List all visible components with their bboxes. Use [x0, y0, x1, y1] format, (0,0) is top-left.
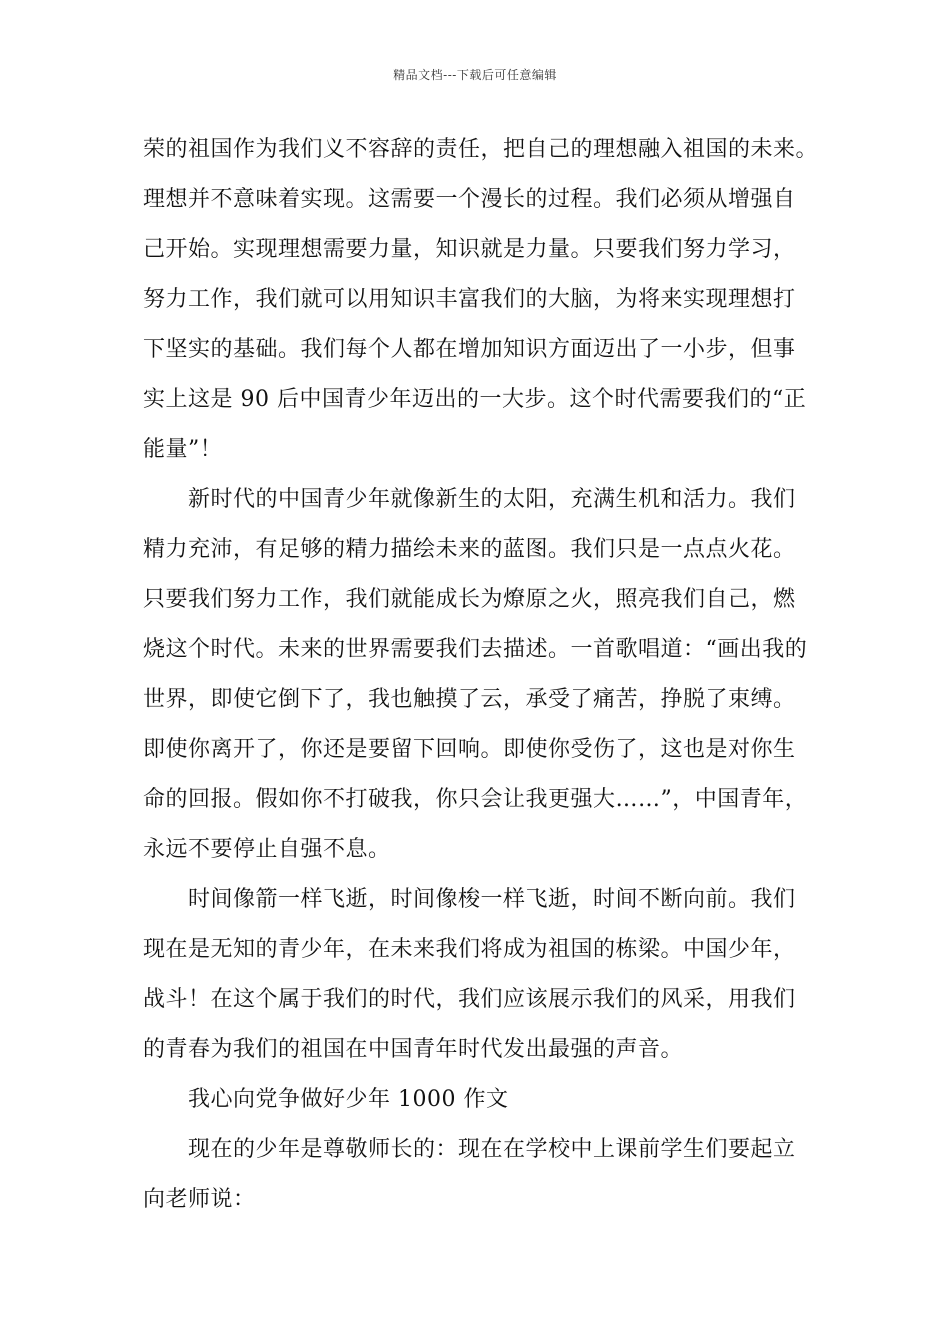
page-header: 精品文档---下载后可任意编辑: [393, 68, 557, 82]
text-line: 理想并不意味着实现。这需要一个漫长的过程。我们必须从增强自: [143, 187, 796, 212]
paragraph-first-line: 新时代的中国青少年就像新生的太阳，充满生机和活力。我们: [188, 487, 796, 512]
text-line: 烧这个时代。未来的世界需要我们去描述。一首歌唱道：“画出我的: [143, 637, 808, 662]
text-line: 永远不要停止自强不息。: [143, 837, 391, 862]
text-line: 现在是无知的青少年，在未来我们将成为祖国的栋梁。中国少年，: [143, 937, 796, 962]
paragraph-first-line: 时间像箭一样飞逝，时间像梭一样飞逝，时间不断向前。我们: [188, 887, 796, 912]
text-line: 战斗！在这个属于我们的时代，我们应该展示我们的风采，用我们: [143, 987, 796, 1012]
text-line: 能量”！: [143, 437, 223, 462]
text-line: 精力充沛，有足够的精力描绘未来的蓝图。我们只是一点点火花。: [143, 537, 796, 562]
text-line: 实上这是 90 后中国青少年迈出的一大步。这个时代需要我们的“正: [143, 387, 807, 412]
text-line: 只要我们努力工作，我们就能成长为燎原之火，照亮我们自己，燃: [143, 587, 796, 612]
text-line: 荣的祖国作为我们义不容辞的责任，把自己的理想融入祖国的未来。: [143, 137, 819, 162]
text-line: 即使你离开了，你还是要留下回响。即使你受伤了，这也是对你生: [143, 737, 796, 762]
text-line: 下坚实的基础。我们每个人都在增加知识方面迈出了一小步，但事: [143, 337, 796, 362]
essay-title: 我心向党争做好少年 1000 作文: [188, 1087, 509, 1112]
text-line: 命的回报。假如你不打破我，你只会让我更强大……”，中国青年，: [143, 787, 808, 812]
text-line: 的青春为我们的祖国在中国青年时代发出最强的声音。: [143, 1037, 684, 1062]
text-line: 向老师说：: [143, 1187, 256, 1212]
text-line: 世界，即使它倒下了，我也触摸了云，承受了痛苦，挣脱了束缚。: [143, 687, 796, 712]
text-line: 努力工作，我们就可以用知识丰富我们的大脑，为将来实现理想打: [143, 287, 796, 312]
text-line: 己开始。实现理想需要力量，知识就是力量。只要我们努力学习，: [143, 237, 796, 262]
paragraph-first-line: 现在的少年是尊敬师长的：现在在学校中上课前学生们要起立: [188, 1137, 796, 1162]
